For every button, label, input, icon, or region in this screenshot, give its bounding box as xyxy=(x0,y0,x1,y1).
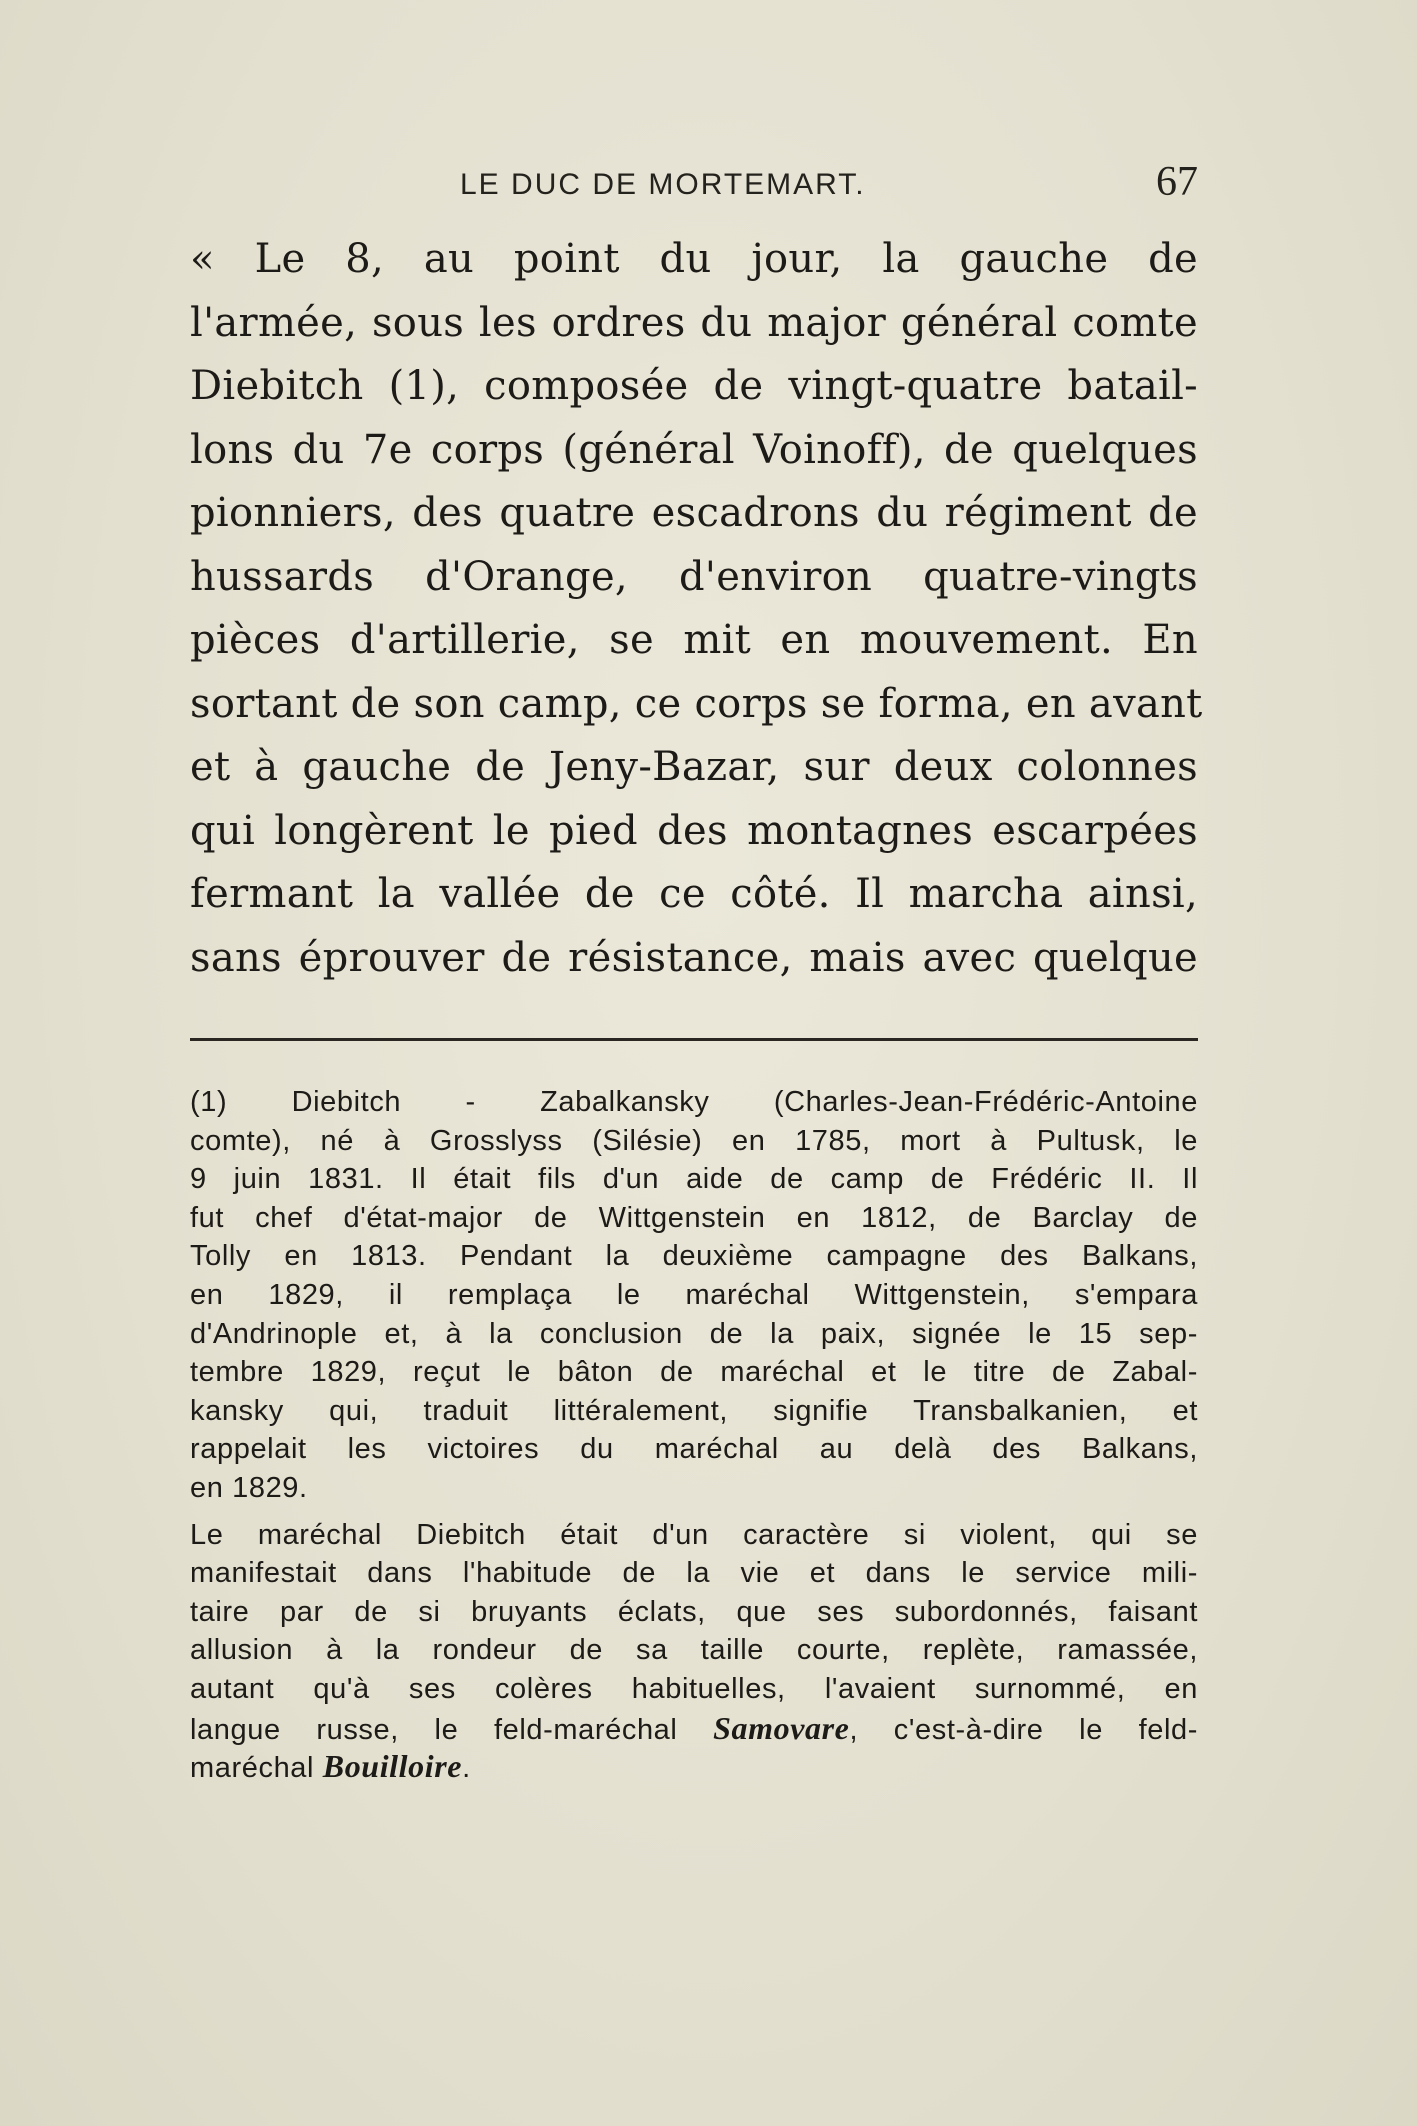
footnote-line: 9 juin 1831. Il était fils d'un aide de camp de Frédéric II. Il xyxy=(190,1163,1198,1196)
footnote-gap xyxy=(190,1508,1198,1516)
footnote-line-with-italic xyxy=(190,1709,1198,1748)
body-line: l'armée, sous les ordres du major général comte xyxy=(190,299,1198,346)
page-header xyxy=(190,158,1198,208)
main-paragraph xyxy=(190,228,1203,990)
body-line: fermant la vallée de ce côté. Il marcha ainsi, xyxy=(190,871,1198,917)
body-line: Diebitch (1), composée de vingt-quatre batail- xyxy=(190,363,1198,409)
footnote-separator xyxy=(190,1038,1198,1041)
page-number: 67 xyxy=(1156,159,1198,205)
body-line: pionniers, des quatre escadrons du régiment de xyxy=(190,490,1198,536)
italic-term-bouilloire: Bouilloire xyxy=(322,1748,463,1785)
footnote-line: kansky qui, traduit littéralement, signifie Transbalkanien, et xyxy=(190,1394,1198,1427)
footnote-text: , c'est-à-dire le feld- xyxy=(849,1713,1198,1746)
footnote-line: comte), né à Grosslyss (Silésie) en 1785, mort à Pultusk, le xyxy=(190,1124,1198,1157)
footnote-1 xyxy=(190,1083,1198,1508)
footnote-line-with-italic xyxy=(190,1747,1198,1786)
footnote-line: en 1829, il remplaça le maréchal Wittgenstein, s'empara xyxy=(190,1278,1198,1311)
footnote-line: manifestait dans l'habitude de la vie et dans le service mili- xyxy=(190,1557,1198,1590)
body-line: sans éprouver de résistance, mais avec quelque xyxy=(190,934,1198,981)
body-line: et à gauche de Jeny-Bazar, sur deux colonnes xyxy=(190,744,1198,790)
body-line: qui longèrent le pied des montagnes escarpées xyxy=(190,807,1198,854)
body-line: hussards d'Orange, d'environ quatre-vingts xyxy=(190,553,1198,600)
footnote-line: Le maréchal Diebitch était d'un caractère si violent, qui se xyxy=(190,1518,1198,1551)
footnote-line: taire par de si bruyants éclats, que ses subordonnés, faisant xyxy=(190,1595,1198,1628)
footnote-2 xyxy=(190,1516,1198,1786)
body-line: « Le 8, au point du jour, la gauche de xyxy=(190,236,1198,282)
italic-term-samovare: Samovare xyxy=(713,1709,850,1746)
footnote-line: (1) Diebitch - Zabalkansky (Charles-Jean-Frédéric-Antoine xyxy=(190,1086,1198,1118)
footnote-line: fut chef d'état-major de Wittgenstein en 1812, de Barclay de xyxy=(190,1201,1198,1234)
footnote-text: maréchal xyxy=(190,1752,315,1785)
footnote-line: tembre 1829, reçut le bâton de maréchal et le titre de Zabal- xyxy=(190,1356,1198,1389)
footnote-line: allusion à la rondeur de sa taille courte, replète, ramassée, xyxy=(190,1634,1198,1667)
footnote-line: en 1829. xyxy=(190,1471,308,1504)
footnote-line: d'Andrinople et, à la conclusion de la paix, signée le 15 sep- xyxy=(190,1317,1198,1350)
footnotes xyxy=(190,1083,1198,1786)
body-line: pièces d'artillerie, se mit en mouvement. En xyxy=(190,617,1198,663)
running-title: LE DUC DE MORTEMART. xyxy=(460,168,866,201)
footnote-text: . xyxy=(462,1752,471,1785)
body-line: lons du 7e corps (général Voinoff), de quelques xyxy=(190,426,1198,473)
body-line: sortant de son camp, ce corps se forma, en avant xyxy=(190,680,1203,727)
footnote-line: autant qu'à ses colères habituelles, l'avaient surnommé, en xyxy=(190,1672,1198,1705)
footnote-line: rappelait les victoires du maréchal au delà des Balkans, xyxy=(190,1433,1198,1466)
footnote-text: langue russe, le feld-maréchal xyxy=(190,1713,678,1746)
footnote-line: Tolly en 1813. Pendant la deuxième campagne des Balkans, xyxy=(190,1240,1198,1273)
